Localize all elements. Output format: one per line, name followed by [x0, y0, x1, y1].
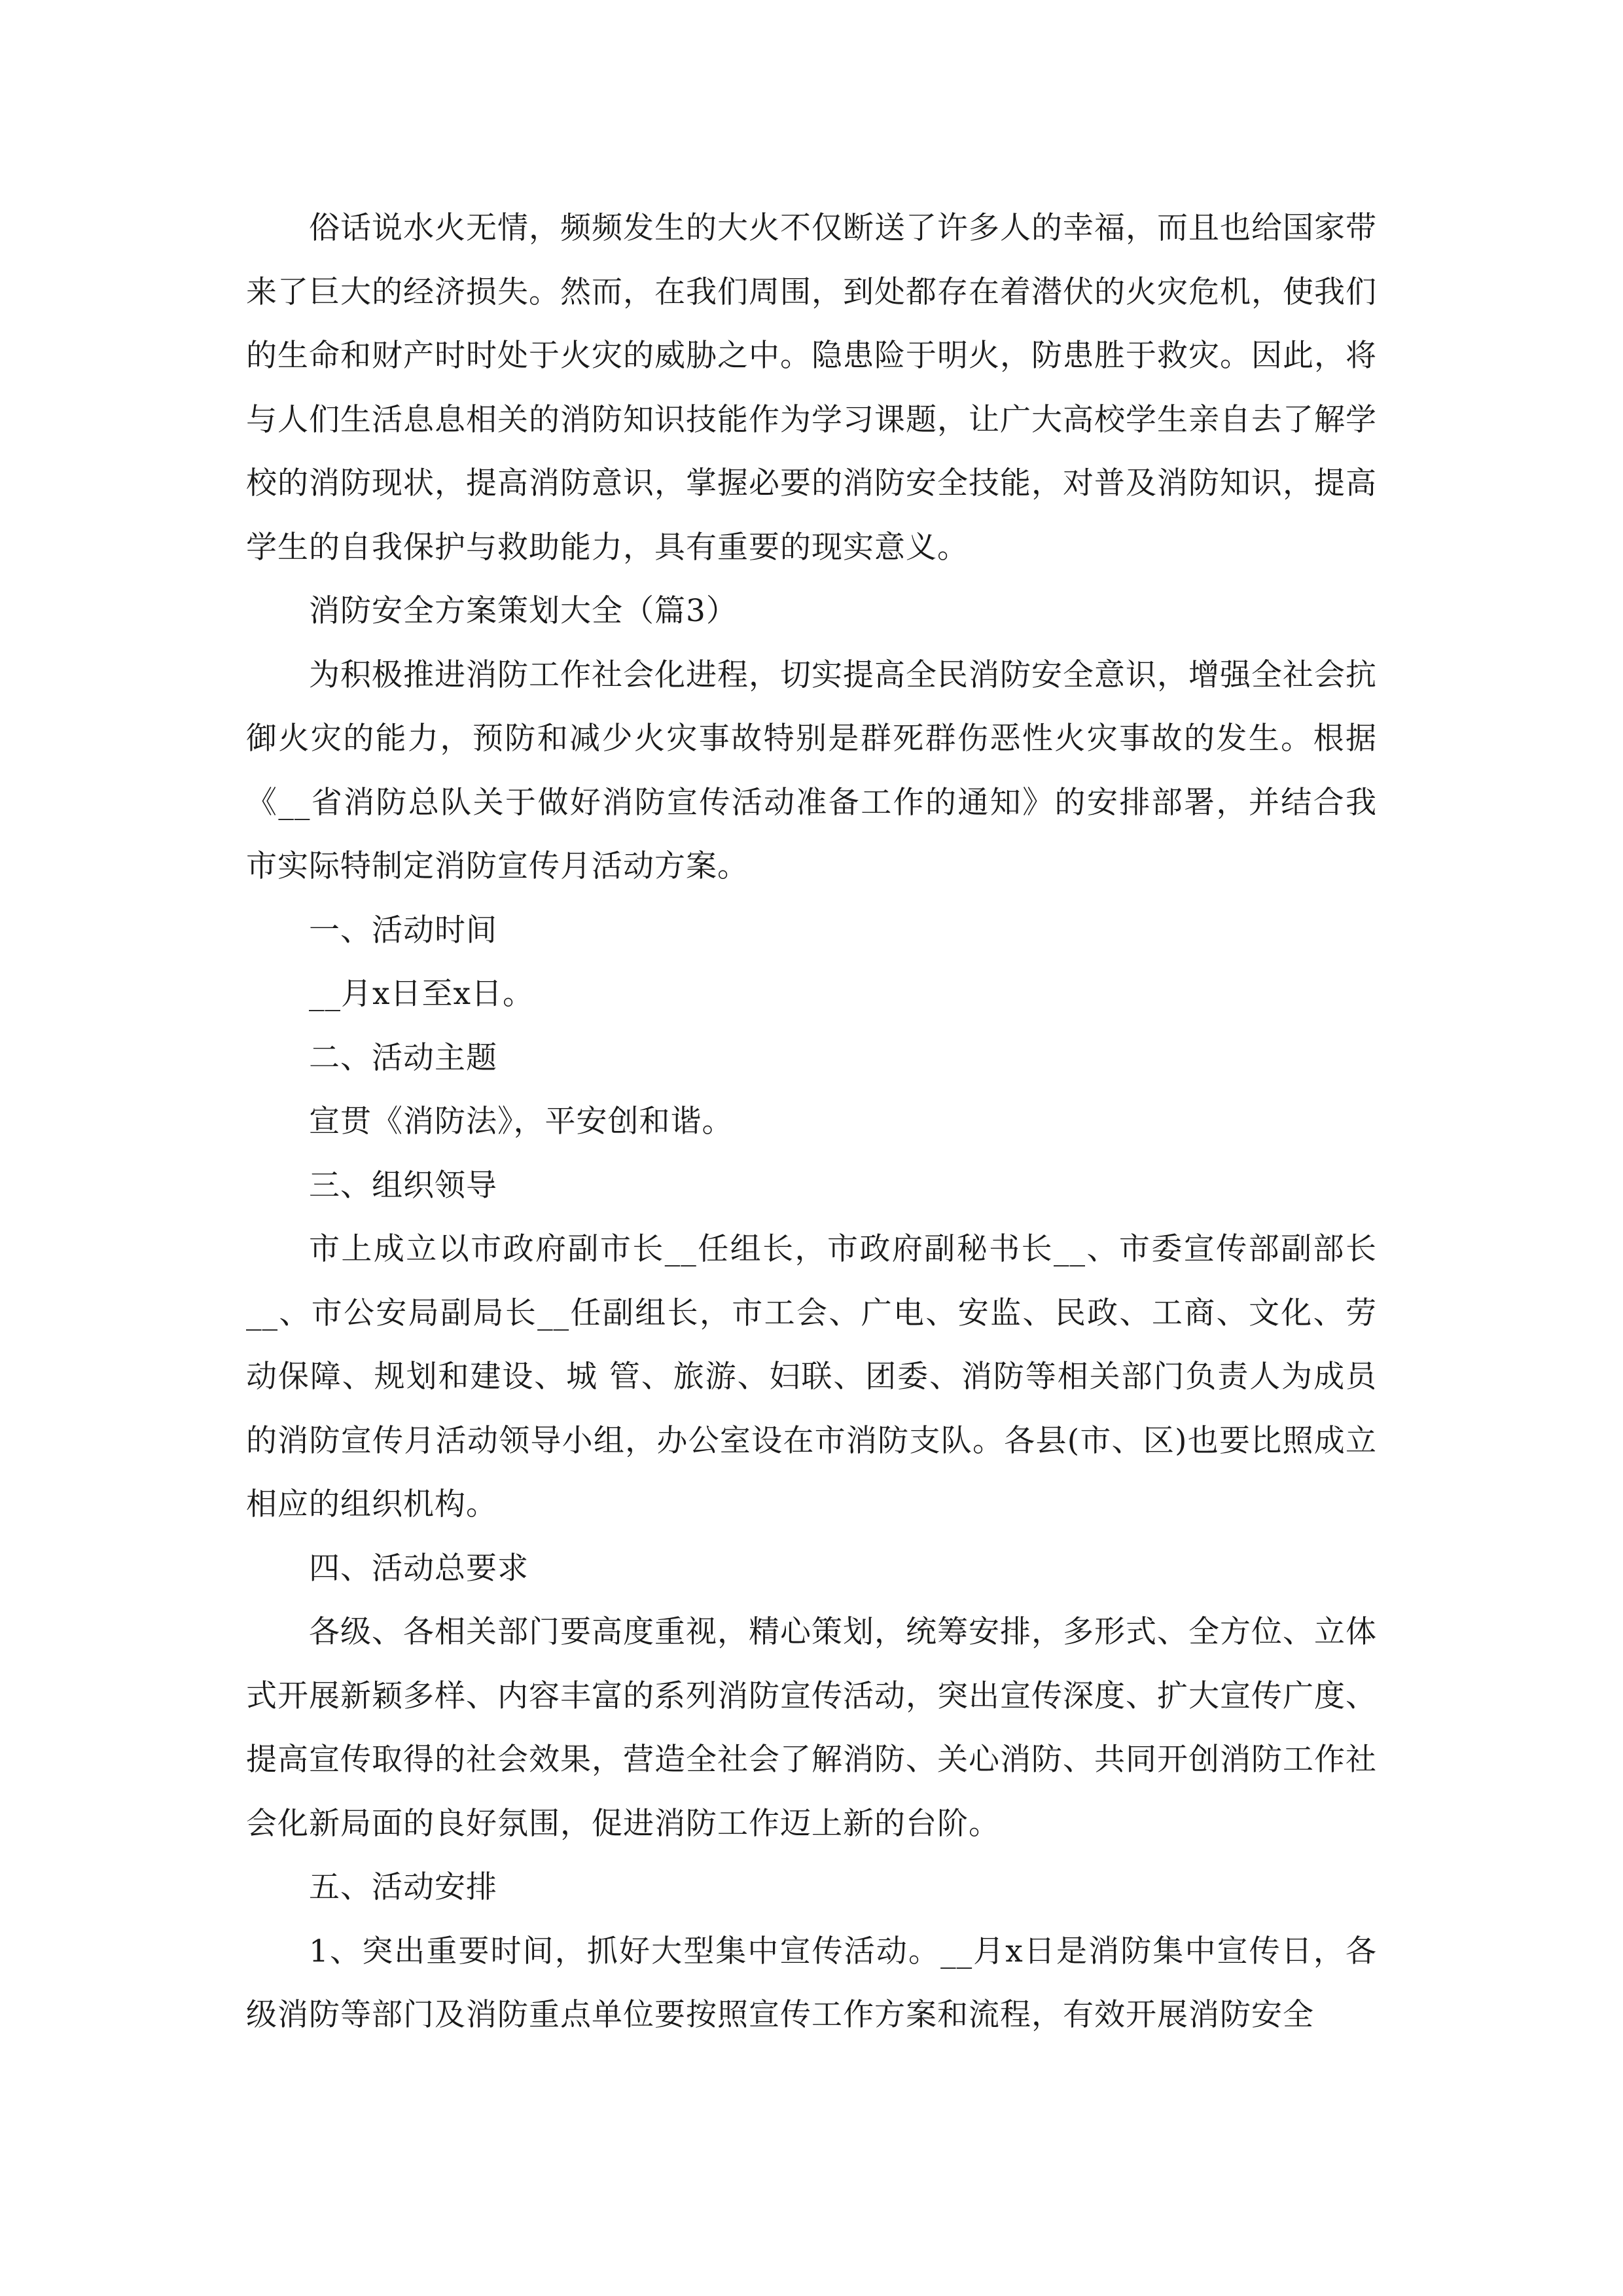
paragraph-organization: 市上成立以市政府副市长__任组长，市政府副秘书长__、市委宣传部副部长__、市公安局副局长__任副组长，市工会、广电、安监、民政、工商、文化、劳动保障、规划和建设、城 管、旅游、妇联、团委、消防等相关部门负责人为成员的消防宣传月活动领导小组，办公室设在市消防支队。各县(市、区)也要比照成立相应的组织机构。: [246, 1231, 1377, 1522]
section-title: 消防安全方案策划大全（篇3）: [309, 593, 738, 629]
paragraph-arrangement-1: 1、突出重要时间，抓好大型集中宣传活动。__月x日是消防集中宣传日，各级消防等部门及消防重点单位要按照宣传工作方案和流程，有效开展消防安全: [246, 1933, 1377, 2033]
heading-requirements: 四、活动总要求: [309, 1550, 529, 1587]
heading-activity-theme: 二、活动主题: [309, 1039, 497, 1076]
heading-arrangements: 五、活动安排: [309, 1869, 497, 1905]
paragraph-activity-time: __月x日至x日。: [309, 976, 535, 1012]
paragraph-intro: 俗话说水火无情，频频发生的大火不仅断送了许多人的幸福，而且也给国家带来了巨大的经济损失。然而，在我们周围，到处都存在着潜伏的火灾危机，使我们的生命和财产时时处于火灾的威胁之中。隐患险于明火，防患胜于救灾。因此，将与人们生活息息相关的消防知识技能作为学习课题，让广大高校学生亲自去了解学校的消防现状，提高消防意识，掌握必要的消防安全技能，对普及消防知识，提高学生的自我保护与救助能力，具有重要的现实意义。: [246, 210, 1377, 565]
paragraph-purpose: 为积极推进消防工作社会化进程，切实提高全民消防安全意识，增强全社会抗御火灾的能力，预防和减少火灾事故特别是群死群伤恶性火灾事故的发生。根据《__省消防总队关于做好消防宣传活动准备工作的通知》的安排部署，并结合我市实际特制定消防宣传月活动方案。: [246, 656, 1377, 884]
heading-activity-time: 一、活动时间: [309, 912, 497, 948]
heading-organization: 三、组织领导: [309, 1167, 497, 1204]
paragraph-activity-theme: 宣贯《消防法》，平安创和谐。: [309, 1103, 734, 1139]
document-body: [246, 196, 1377, 2047]
paragraph-requirements: 各级、各相关部门要高度重视，精心策划，统筹安排，多形式、全方位、立体式开展新颖多样、内容丰富的系列消防宣传活动，突出宣传深度、扩大宣传广度、提高宣传取得的社会效果，营造全社会了解消防、关心消防、共同开创消防工作社会化新局面的良好氛围，促进消防工作迈上新的台阶。: [246, 1614, 1377, 1842]
